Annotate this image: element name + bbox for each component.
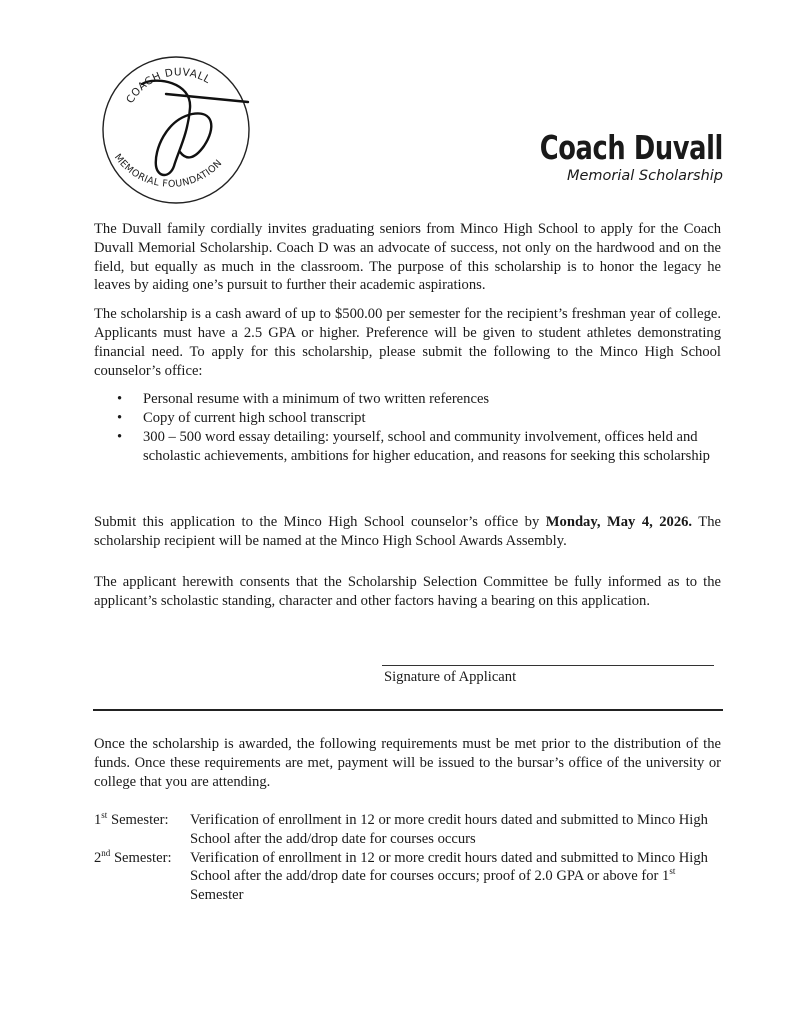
- page-title: Coach Duvall: [539, 128, 723, 167]
- semester-text: Verification of enrollment in 12 or more credit hours dated and submitted to Minco High School after the add/drop date for courses occurs; proof of 2.0 GPA or above for 1st Semester: [190, 849, 708, 904]
- semester-row-2: [94, 849, 721, 905]
- logo-bottom-text: MEMORIAL FOUNDATION: [111, 151, 225, 190]
- page-subtitle: Memorial Scholarship: [566, 168, 723, 184]
- submit-text-before: Submit this application to the Minco High School counselor’s office by: [94, 514, 546, 530]
- application-body: [94, 220, 721, 466]
- signature-line[interactable]: [382, 665, 714, 666]
- requirements-list: [94, 390, 721, 465]
- list-item: • Personal resume with a minimum of two written references: [143, 390, 721, 409]
- award-paragraph: The scholarship is a cash award of up to $500.00 per semester for the recipient’s freshman year of college. Applicants must have a 2.5 GPA or higher. Preference will be given to student athletes demonstrating financial need. To apply for this scholarship, please submit the following to the Minco High School counselor’s office:: [94, 306, 721, 379]
- logo-emblem: [96, 50, 256, 210]
- consent-section: [94, 573, 721, 611]
- submit-text-after: The scholarship recipient will be named at the Minco High School Awards Assembly.: [94, 514, 721, 549]
- list-item: • 300 – 500 word essay detailing: yourself, school and community involvement, offices held and scholastic achievements, ambitions for higher education, and reasons for seeking this scholarship: [143, 428, 721, 466]
- svg-text:COACH DUVALL: [124, 66, 212, 105]
- title-block: [488, 128, 723, 184]
- semester-label: 1st Semester:: [94, 810, 169, 828]
- submit-paragraph: [94, 513, 721, 551]
- semester-label: 2nd Semester:: [94, 847, 172, 866]
- logo-top-text: COACH DUVALL: [124, 66, 213, 106]
- signature-label: Signature of Applicant: [384, 669, 517, 685]
- semester-text: Verification of enrollment in 12 or more credit hours dated and submitted to Minco High School after the add/drop date for courses occurs: [190, 812, 708, 847]
- award-requirements-section: [94, 735, 721, 791]
- semester-row-1: [94, 811, 721, 849]
- list-item: • Copy of current high school transcript: [143, 409, 721, 428]
- award-requirements-paragraph: Once the scholarship is awarded, the following requirements must be met prior to the distribution of the funds. Once these requirements are met, payment will be issued to the bursar’s office of the university or college that you are attending.: [94, 736, 721, 790]
- intro-paragraph: The Duvall family cordially invites graduating seniors from Minco High School to apply for the Coach Duvall Memorial Scholarship. Coach D was an advocate of success, not only on the hardwood and on the field, but equally as much in the classroom. The purpose of this scholarship is to honor the legacy he leaves by aiding one’s pursuit to further their academic aspirations.: [94, 221, 721, 294]
- deadline-date: Monday, May 4, 2026.: [545, 514, 693, 530]
- submit-section: [94, 513, 721, 551]
- consent-paragraph: The applicant herewith consents that the Scholarship Selection Committee be fully informed as to the applicant’s scholastic standing, character and other factors having a bearing on this application.: [94, 574, 721, 609]
- semester-requirements: [94, 811, 721, 905]
- svg-text:MEMORIAL FOUNDATION: [112, 152, 225, 190]
- section-divider: [93, 709, 723, 711]
- foundation-logo: [96, 50, 256, 210]
